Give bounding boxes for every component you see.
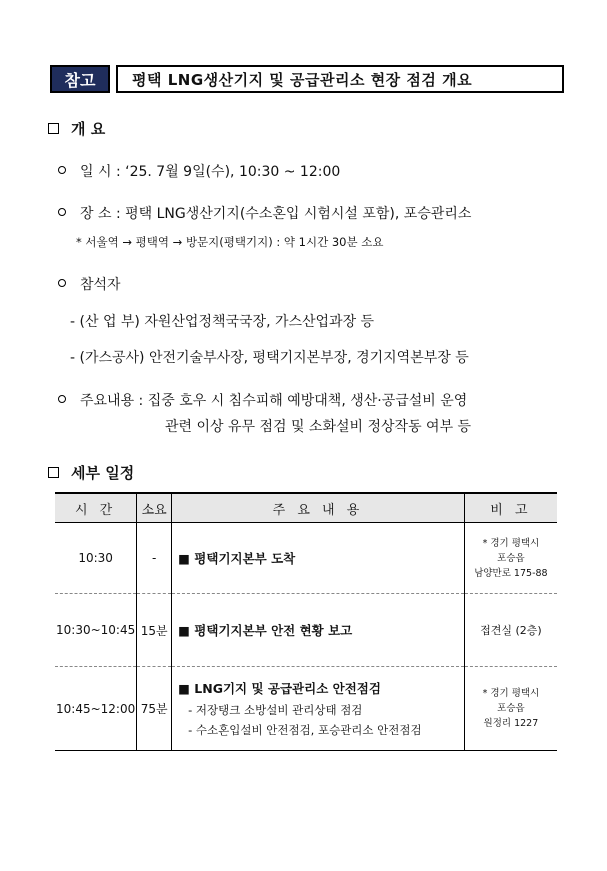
circle-bullet-icon <box>58 395 66 403</box>
table-row <box>55 523 557 594</box>
attendees-kogas: - (가스공사) 안전기술부사장, 평택기지본부장, 경기지역본부장 등 <box>70 350 469 366</box>
date-text: 일 시 : ‘25. 7월 9일(수), 10:30 ~ 12:00 <box>80 164 341 180</box>
date-line <box>58 161 340 181</box>
row-duration: 15분 <box>137 594 172 667</box>
row-content: ■ 평택기지본부 도착 <box>172 523 465 594</box>
col-note: 비 고 <box>464 493 557 523</box>
note-line: 원정리 1227 <box>483 718 539 729</box>
row-content: ■ LNG기지 및 공급관리소 안전점검 - 저장탱크 소방설비 관리상태 점검 - 수소혼입설비 안전점검, 포승관리소 안전점검 <box>172 667 465 751</box>
row-sub-item: - 저장탱크 소방설비 관리상태 점검 <box>188 702 363 717</box>
circle-bullet-icon <box>58 208 66 216</box>
overview-heading-text: 개 요 <box>71 120 106 138</box>
note-line: 포승읍 <box>497 703 525 714</box>
table-header-row <box>55 493 557 523</box>
row-duration: - <box>137 523 172 594</box>
table-row <box>55 594 557 667</box>
col-time: 시 간 <box>55 493 137 523</box>
schedule-heading-text: 세부 일정 <box>71 464 135 482</box>
content-text-1: 주요내용 : 집중 호우 시 침수피해 예방대책, 생산·공급설비 운영 <box>80 393 468 409</box>
circle-bullet-icon <box>58 279 66 287</box>
reference-tag: 참고 <box>50 65 110 93</box>
content-text-2: 관련 이상 유무 점검 및 소화설비 정상작동 여부 등 <box>165 419 472 435</box>
note-line: * 경기 평택시 <box>482 537 540 549</box>
row-main-text: LNG기지 및 공급관리소 안전점검 <box>194 680 381 696</box>
place-text: 장 소 : 평택 LNG생산기지(수소혼입 시험시설 포함), 포승관리소 <box>80 206 472 222</box>
row-time: 10:30 <box>55 523 137 594</box>
place-line <box>58 203 471 223</box>
attendees-line <box>58 274 121 294</box>
row-content: ■ 평택기지본부 안전 현황 보고 <box>172 594 465 667</box>
row-note <box>464 523 557 594</box>
row-duration: 75분 <box>137 667 172 751</box>
note-line: 남양만로 175-88 <box>474 567 548 579</box>
col-duration: 소요 <box>137 493 172 523</box>
row-main-text: 평택기지본부 도착 <box>194 551 296 566</box>
attendees-label: 참석자 <box>80 277 121 293</box>
schedule-heading <box>48 462 134 483</box>
square-bullet-icon <box>48 467 59 478</box>
document-title: 평택 LNG생산기지 및 공급관리소 현장 점검 개요 <box>116 65 564 93</box>
content-line <box>58 390 467 410</box>
row-time: 10:30~10:45 <box>55 594 137 667</box>
note-line: 포승읍 <box>497 552 525 564</box>
row-note: 접견실 (2층) <box>464 594 557 667</box>
row-time: 10:45~12:00 <box>55 667 137 751</box>
row-main-text: 평택기지본부 안전 현황 보고 <box>194 623 353 638</box>
attendees-ministry: - (산 업 부) 자원산업정책국국장, 가스산업과장 등 <box>70 314 375 330</box>
row-sub-item: - 수소혼입설비 안전점검, 포승관리소 안전점검 <box>188 722 422 737</box>
col-content: 주 요 내 용 <box>172 493 465 523</box>
square-bullet-icon <box>48 123 59 134</box>
overview-heading <box>48 118 105 139</box>
table-row <box>55 667 557 751</box>
circle-bullet-icon <box>58 166 66 174</box>
route-note: * 서울역 → 평택역 → 방문지(평택기지) : 약 1시간 30분 소요 <box>76 235 384 249</box>
row-note <box>464 667 557 751</box>
note-line: * 경기 평택시 <box>482 688 540 699</box>
schedule-table <box>55 492 557 751</box>
